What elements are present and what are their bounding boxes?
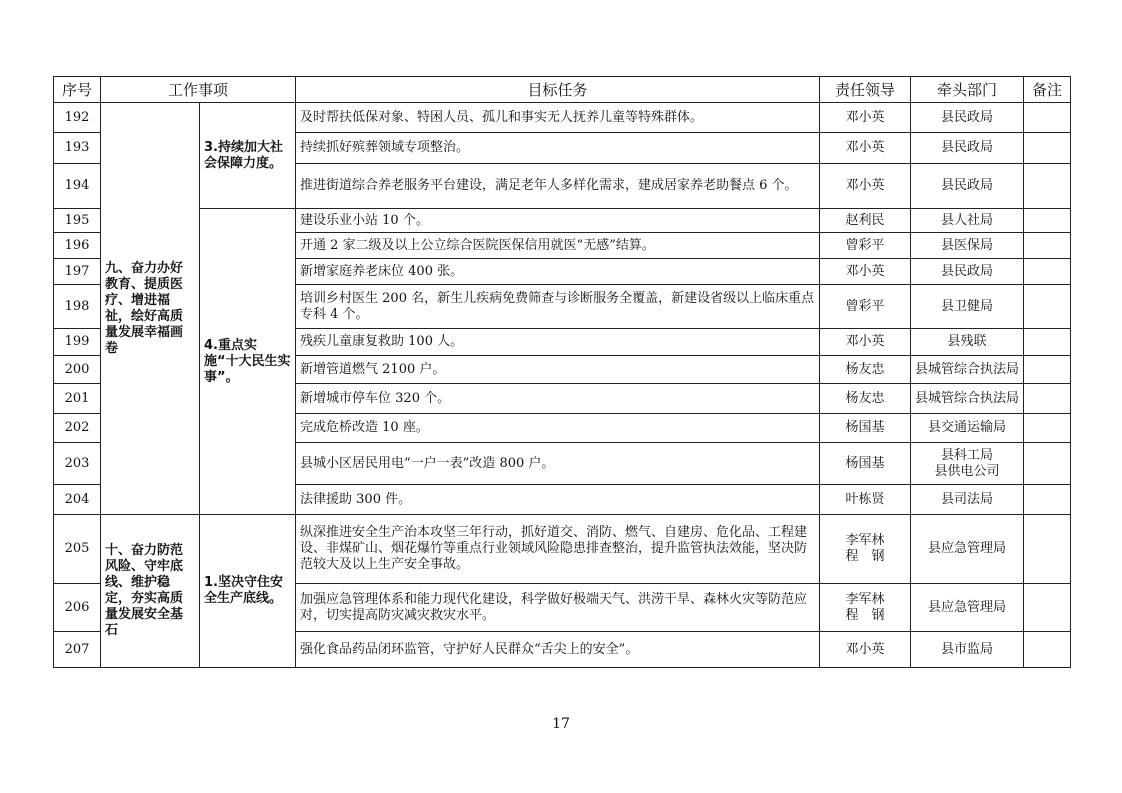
row-leader: 邓小英 xyxy=(820,164,911,209)
row-dept: 县医保局 xyxy=(911,233,1024,259)
row-leader: 赵利民 xyxy=(820,209,911,233)
row-no: 194 xyxy=(54,164,101,209)
row-leader: 杨国基 xyxy=(820,414,911,443)
category-nine: 九、奋力办好教育、提质医疗、增进福祉，绘好高质量发展幸福画卷 xyxy=(101,103,200,515)
row-dept-line: 县供电公司 xyxy=(934,463,1000,479)
header-no: 序号 xyxy=(54,77,101,103)
row-leader-line: 程 钢 xyxy=(845,607,885,623)
row-task: 及时帮扶低保对象、特困人员、孤儿和事实无人抚养儿童等特殊群体。 xyxy=(296,103,820,133)
row-no: 206 xyxy=(54,584,101,632)
row-dept: 县交通运输局 xyxy=(911,414,1024,443)
row-dept: 县人社局 xyxy=(911,209,1024,233)
subitem-social-security: 3.持续加大社会保障力度。 xyxy=(200,103,296,209)
row-dept: 县城管综合执法局 xyxy=(911,356,1024,384)
row-leader: 邓小英 xyxy=(820,329,911,356)
row-dept: 县城管综合执法局 xyxy=(911,384,1024,414)
row-leader: 杨友忠 xyxy=(820,384,911,414)
row-no: 204 xyxy=(54,485,101,515)
row-no: 205 xyxy=(54,515,101,584)
row-leader-line: 李军林 xyxy=(845,533,885,548)
row-no: 195 xyxy=(54,209,101,233)
row-dept: 县民政局 xyxy=(911,133,1024,164)
row-leader: 邓小英 xyxy=(820,103,911,133)
row-task: 残疾儿童康复救助 100 人。 xyxy=(296,329,820,356)
header-row xyxy=(54,77,1071,103)
row-leader: 邓小英 xyxy=(820,133,911,164)
row-no: 192 xyxy=(54,103,101,133)
row-note xyxy=(1024,259,1071,285)
row-task: 纵深推进安全生产治本攻坚三年行动，抓好道交、消防、燃气、自建房、危化品、工程建设、非煤矿山、烟花爆竹等重点行业领域风险隐患排查整治，提升监管执法效能，坚决防范较大及以上生产安全事故。 xyxy=(296,515,820,584)
row-note xyxy=(1024,209,1071,233)
row-no: 193 xyxy=(54,133,101,164)
row-dept: 县民政局 xyxy=(911,164,1024,209)
row-dept: 县残联 xyxy=(911,329,1024,356)
row-leader: 曾彩平 xyxy=(820,233,911,259)
row-note xyxy=(1024,584,1071,632)
row-dept: 县民政局 xyxy=(911,103,1024,133)
row-task: 推进街道综合养老服务平台建设，满足老年人多样化需求，建成居家养老助餐点 6 个。 xyxy=(296,164,820,209)
row-dept: 县市监局 xyxy=(911,632,1024,668)
header-note: 备注 xyxy=(1024,77,1071,103)
row-task: 新增家庭养老床位 400 张。 xyxy=(296,259,820,285)
row-task: 开通 2 家二级及以上公立综合医院医保信用就医“无感”结算。 xyxy=(296,233,820,259)
category-ten: 十、奋力防范风险、守牢底线、维护稳定，夯实高质量发展安全基石 xyxy=(101,515,200,668)
row-task: 新增城市停车位 320 个。 xyxy=(296,384,820,414)
row-leader: 曾彩平 xyxy=(820,285,911,329)
row-note xyxy=(1024,485,1071,515)
row-note xyxy=(1024,164,1071,209)
row-leader-line: 李军林 xyxy=(845,591,885,607)
header-task: 目标任务 xyxy=(296,77,820,103)
row-task: 培训乡村医生 200 名，新生儿疾病免费筛查与诊断服务全覆盖，新建设省级以上临床重点专科 4 个。 xyxy=(296,285,820,329)
row-leader: 叶栋贤 xyxy=(820,485,911,515)
row-leader: 杨友忠 xyxy=(820,356,911,384)
row-note xyxy=(1024,384,1071,414)
row-no: 198 xyxy=(54,285,101,329)
row-note xyxy=(1024,356,1071,384)
row-no: 197 xyxy=(54,259,101,285)
row-dept xyxy=(911,443,1024,485)
row-note xyxy=(1024,329,1071,356)
row-no: 196 xyxy=(54,233,101,259)
row-note xyxy=(1024,133,1071,164)
row-leader xyxy=(820,584,911,632)
task-table xyxy=(53,76,1071,668)
row-no: 202 xyxy=(54,414,101,443)
row-note xyxy=(1024,632,1071,668)
row-no: 201 xyxy=(54,384,101,414)
row-task: 法律援助 300 件。 xyxy=(296,485,820,515)
table-row xyxy=(54,515,1071,584)
row-task: 县城小区居民用电“一户一表”改造 800 户。 xyxy=(296,443,820,485)
row-leader: 邓小英 xyxy=(820,632,911,668)
row-task: 持续抓好殡葬领域专项整治。 xyxy=(296,133,820,164)
table-row xyxy=(54,209,1071,233)
subitem-ten-livelihood: 4.重点实施“十大民生实事”。 xyxy=(200,209,296,515)
header-item: 工作事项 xyxy=(101,77,296,103)
table-row xyxy=(54,103,1071,133)
row-task: 加强应急管理体系和能力现代化建设，科学做好极端天气、洪涝干旱、森林火灾等防范应对，切实提高防灾减灾救灾水平。 xyxy=(296,584,820,632)
row-note xyxy=(1024,233,1071,259)
row-no: 207 xyxy=(54,632,101,668)
header-dept: 牵头部门 xyxy=(911,77,1024,103)
row-leader: 邓小英 xyxy=(820,259,911,285)
row-dept: 县民政局 xyxy=(911,259,1024,285)
row-dept: 县司法局 xyxy=(911,485,1024,515)
row-note xyxy=(1024,443,1071,485)
row-dept: 县应急管理局 xyxy=(911,515,1024,584)
row-note xyxy=(1024,414,1071,443)
row-dept-line: 县科工局 xyxy=(941,447,994,463)
subitem-safety: 1.坚决守住安全生产底线。 xyxy=(200,515,296,668)
row-note xyxy=(1024,285,1071,329)
row-task: 新增管道燃气 2100 户。 xyxy=(296,356,820,384)
row-note xyxy=(1024,515,1071,584)
header-leader: 责任领导 xyxy=(820,77,911,103)
row-dept: 县卫健局 xyxy=(911,285,1024,329)
row-task: 建设乐业小站 10 个。 xyxy=(296,209,820,233)
row-leader: 杨国基 xyxy=(820,443,911,485)
row-no: 199 xyxy=(54,329,101,356)
row-no: 200 xyxy=(54,356,101,384)
row-task: 强化食品药品闭环监管，守护好人民群众“舌尖上的安全”。 xyxy=(296,632,820,668)
row-note xyxy=(1024,103,1071,133)
row-leader xyxy=(820,515,911,584)
row-task: 完成危桥改造 10 座。 xyxy=(296,414,820,443)
row-no: 203 xyxy=(54,443,101,485)
row-dept: 县应急管理局 xyxy=(911,584,1024,632)
row-leader-line: 程 钢 xyxy=(845,549,885,564)
page-number: 17 xyxy=(552,716,570,732)
